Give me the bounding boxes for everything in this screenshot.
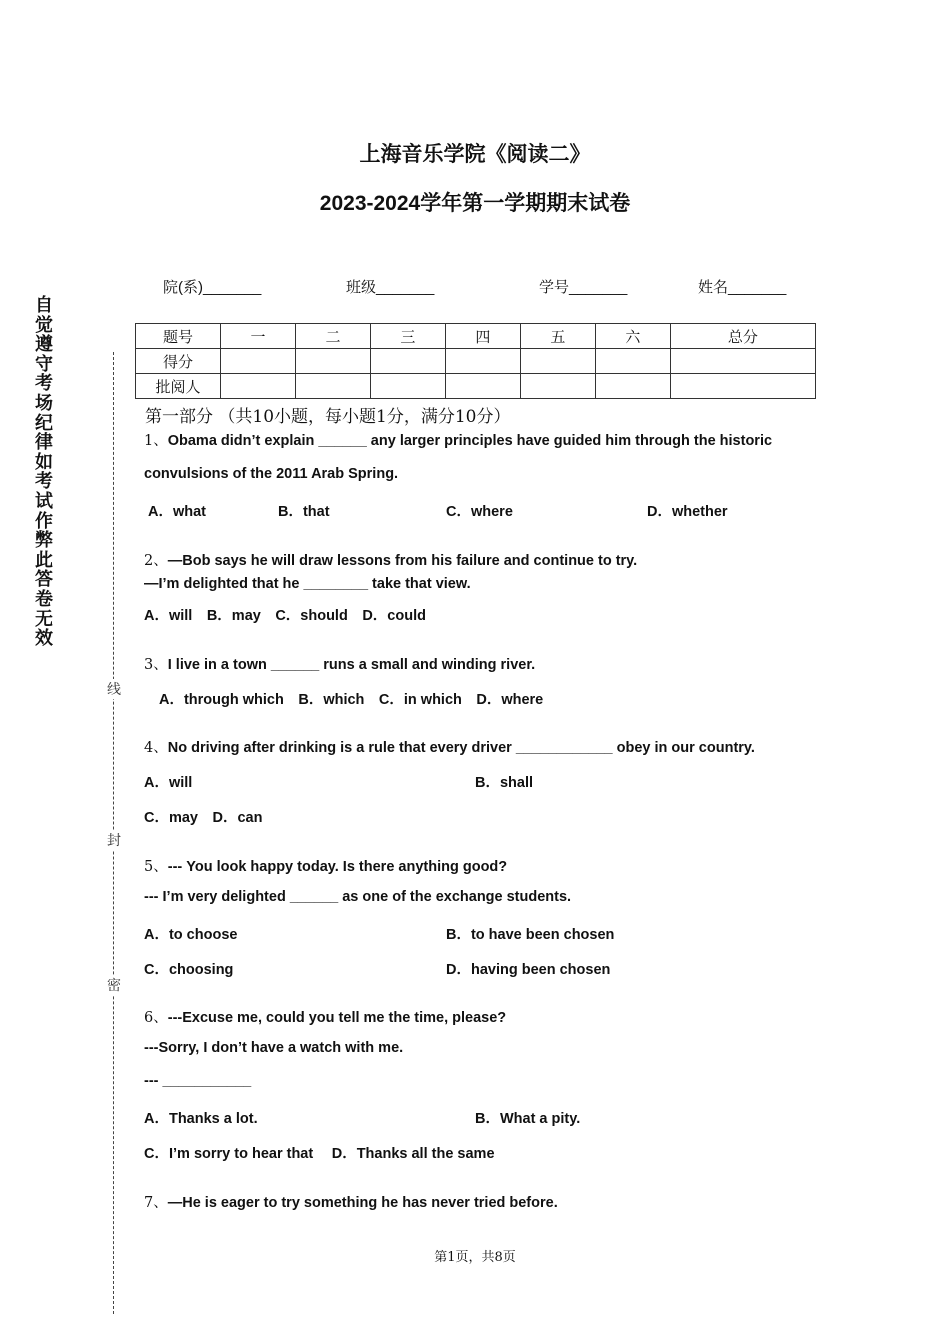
score-table-header-row: [136, 324, 816, 349]
question-1-line-1: [144, 429, 772, 450]
question-text: No driving after drinking is a rule that every driver ____________ obey in our country.: [167, 740, 755, 756]
department-field: 院(系)_______: [163, 279, 262, 296]
score-cell: [295, 349, 370, 374]
reviewer-cell: [520, 374, 595, 399]
option-b: B．What a pity.: [475, 1111, 581, 1127]
option-c-d: C．I’m sorry to hear that D．Thanks all the same: [144, 1146, 495, 1162]
row-label: 批阅人: [136, 374, 221, 399]
score-cell: [445, 349, 520, 374]
question-text: ---Excuse me, could you tell me the time, please?: [167, 1010, 507, 1026]
question-text: —He is eager to try something he has never tried before.: [167, 1195, 558, 1211]
option-a: A．to choose: [144, 927, 238, 943]
class-field: 班级_______: [346, 279, 435, 296]
header-cell: 二: [295, 324, 370, 349]
seal-mark-mi: 密: [106, 975, 122, 995]
option-a: A．what: [148, 504, 206, 520]
question-text: Obama didn’t explain ______ any larger principles have guided him through the historic: [167, 433, 773, 449]
name-field: 姓名_______: [698, 279, 787, 296]
reviewer-row: [136, 374, 816, 399]
discipline-note: 自觉遵守考场纪律如考试作弊此答卷无效: [35, 295, 53, 650]
option-c: C．where: [446, 504, 513, 520]
score-cell: [370, 349, 445, 374]
header-cell: 六: [595, 324, 670, 349]
question-number: 3、: [144, 657, 168, 673]
score-row: [136, 349, 816, 374]
question-number: 6、: [144, 1010, 168, 1026]
reviewer-cell: [595, 374, 670, 399]
page-footer: 第1页，共8页: [434, 1250, 516, 1265]
option-c: C．choosing: [144, 962, 234, 978]
question-5-line-2: --- I’m very delighted ______ as one of the exchange students.: [144, 889, 572, 905]
question-3-options: A．through which B．which C．in which D．where: [159, 692, 544, 708]
exam-title-line2: 2023-2024学年第一学期期末试卷: [319, 192, 631, 215]
question-5-line-1: [144, 855, 507, 876]
score-table: [135, 323, 816, 399]
question-2-options: A．will B．may C．should D．could: [144, 608, 426, 624]
section-heading: 第一部分 （共10小题，每小题1分，满分10分）: [145, 407, 511, 427]
question-number: 1、: [144, 433, 168, 449]
header-cell: 一: [221, 324, 296, 349]
question-number: 7、: [144, 1195, 168, 1211]
header-cell: 五: [520, 324, 595, 349]
reviewer-cell: [445, 374, 520, 399]
question-number: 4、: [144, 740, 168, 756]
question-text: —Bob says he will draw lessons from his failure and continue to try.: [167, 553, 638, 569]
question-6-line-1: [144, 1006, 506, 1027]
reviewer-cell: [221, 374, 296, 399]
question-2-line-2: —I’m delighted that he ________ take that view.: [144, 576, 471, 592]
header-cell: 总分: [670, 324, 815, 349]
option-d: D．having been chosen: [446, 962, 611, 978]
question-3-line-1: [144, 653, 535, 674]
score-cell: [221, 349, 296, 374]
header-cell: 题号: [136, 324, 221, 349]
question-1-line-2: convulsions of the 2011 Arab Spring.: [144, 466, 399, 482]
option-b: B．shall: [475, 775, 534, 791]
option-c-d: C．may D．can: [144, 810, 263, 826]
question-6-line-2: ---Sorry, I don’t have a watch with me.: [144, 1040, 404, 1056]
question-4-line-1: [144, 736, 755, 757]
row-label: 得分: [136, 349, 221, 374]
option-a: A．will: [144, 775, 193, 791]
option-a: A．Thanks a lot.: [144, 1111, 258, 1127]
header-cell: 四: [445, 324, 520, 349]
header-cell: 三: [370, 324, 445, 349]
seal-mark-feng: 封: [106, 830, 122, 850]
reviewer-cell: [295, 374, 370, 399]
exam-title-line1: 上海音乐学院《阅读二》: [359, 143, 591, 166]
reviewer-cell: [370, 374, 445, 399]
score-cell: [520, 349, 595, 374]
student-id-field: 学号_______: [539, 279, 628, 296]
question-7-line-1: [144, 1191, 558, 1212]
question-number: 5、: [144, 859, 168, 875]
question-text: I live in a town ______ runs a small and winding river.: [167, 657, 536, 673]
seal-mark-xian: 线: [106, 679, 122, 699]
option-d: D．whether: [647, 504, 728, 520]
score-cell: [595, 349, 670, 374]
score-cell: [670, 349, 815, 374]
question-number: 2、: [144, 553, 168, 569]
reviewer-cell: [670, 374, 815, 399]
option-b: B．to have been chosen: [446, 927, 615, 943]
question-text: --- You look happy today. Is there anything good?: [167, 859, 508, 875]
question-2-line-1: [144, 549, 637, 570]
question-6-line-3: --- ___________: [144, 1073, 252, 1089]
option-b: B．that: [278, 504, 330, 520]
